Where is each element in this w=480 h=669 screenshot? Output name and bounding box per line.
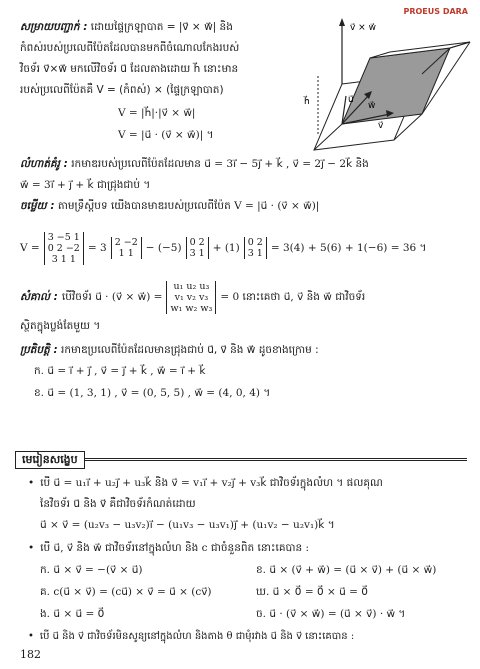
exercise-label: ប្រតិបត្តិ : — [20, 344, 58, 356]
header-brand: PROEUS DARA — [403, 7, 468, 16]
exercise-line: ប្រតិបត្តិ : រកមាឌប្រលេពីប៉ែតដែលមានជ្រុងជាប់ u⃗, v⃗ និង w⃗ ដូចខាងក្រោម : — [20, 344, 319, 356]
mid-face — [342, 48, 450, 124]
label-vxw: v⃗ × w⃗ — [350, 23, 376, 33]
answer-line — [20, 199, 319, 213]
summary-title: មេរៀនសង្ខេប — [15, 451, 85, 469]
det-uvw: u₁ u₂ u₃ v₁ v₂ v₃ w₁ w₂ w₃ — [166, 281, 216, 314]
label-u: u⃗ — [348, 95, 354, 105]
v-equals: V = — [20, 242, 40, 254]
proof-line-1 — [20, 20, 233, 34]
note-line-2: ស្ថិតក្នុងប្លង់តែមួយ ។ — [20, 320, 101, 332]
summary-section-header — [15, 451, 467, 467]
note-label: សំគាល់ : — [20, 291, 58, 303]
summary-bullet-2: • បើ u⃗, v⃗ និង w⃗ ជាវិចទ័រនៅក្នុងលំហ និង c ជាចំនួនពិត នោះគេបាន : — [28, 541, 309, 555]
page-number: 182 — [20, 648, 41, 661]
cross-product-formula: u⃗ × v⃗ = (u₂v₃ − u₃v₂)i⃗ − (u₁v₃ − u₃v₁)j⃗ + (u₁v₂ − u₂v₁)k⃗ ។ — [40, 519, 335, 531]
det-b: 0 2 3 1 — [186, 237, 209, 259]
label-w: w⃗ — [368, 101, 376, 111]
property-b: ខ. u⃗ × (v⃗ + w⃗) = (u⃗ × v⃗) + (u⃗ × w⃗) — [256, 564, 437, 576]
example-label: លំហាត់គំរូ : — [20, 158, 68, 170]
note-row: សំគាល់ : បើវិចទ័រ u⃗ · (v⃗ × w⃗) = u₁ u₂ u₃ v₁ v₂ v₃ w₁ w₂ w₃ = 0 នោះគេថា u⃗, v⃗ និង w⃗ ជាវិចទ័រ — [20, 280, 366, 314]
answer-text: តាមទ្រឹស្តីបទ យើងបានមាឌរបស់ប្រលេពីប៉ែត V = |u⃗ · (v⃗ × w⃗)| — [54, 200, 320, 212]
det-c: 0 2 3 1 — [244, 237, 267, 259]
example-line-1 — [20, 157, 369, 171]
exercise-a: ក. u⃗ = i⃗ + j⃗ , v⃗ = j⃗ + k⃗ , w⃗ = i⃗ + k⃗ — [34, 365, 206, 377]
property-c: គ. c(u⃗ × v⃗) = (cu⃗) × v⃗ = u⃗ × (cv⃗) — [40, 586, 212, 598]
exercise-b: ខ. u⃗ = (1, 3, 1) , v⃗ = (0, 5, 5) , w⃗ = (4, 0, 4) ។ — [34, 387, 271, 399]
summary-bullet-1-line-2: នៃវិចទ័រ u⃗ និង v⃗ គឺជាវិចទ័រកំណត់ដោយ — [40, 498, 196, 510]
proof-label: សម្រាយបញ្ជាក់ : — [20, 21, 88, 33]
property-d: ឃ. u⃗ × 0⃗ = 0⃗ × u⃗ = 0⃗ — [256, 586, 368, 598]
example-text: រកមាឌរបស់ប្រលេពីប៉ែតដែលមាន u⃗ = 3i⃗ − 5j⃗ + k⃗ , v⃗ = 2j⃗ − 2k⃗ និង — [67, 158, 369, 170]
summary-bullet-1: • បើ u⃗ = u₁i⃗ + u₂j⃗ + u₃k⃗ និង v⃗ = v₁i⃗ + v₂j⃗ + v₃k⃗ ជាវិចទ័រក្នុងលំហ ។ ផលគុណ — [28, 476, 383, 490]
proof-line-3: វិចទ័រ v⃗×w⃗ មកលើវិចទ័រ u⃗ ដែលតាងដោយ h⃗ នោះមាន — [20, 63, 239, 75]
proof-line-2: កំពស់របស់ប្រលេពីប៉ែតដែលបានមកពីចំណោលកែងរបស់ — [20, 42, 240, 54]
answer-label: ចម្លើយ : — [20, 200, 55, 212]
property-f: ច. u⃗ · (v⃗ × w⃗) = (u⃗ × v⃗) · w⃗ ។ — [256, 608, 406, 620]
result: = 3(4) + 5(6) + 1(−6) = 36 ។ — [270, 242, 427, 254]
det-3x3: 3 −5 1 0 2 −2 3 1 1 — [44, 232, 84, 265]
proof-text: ដោយផ្ទៃក្រឡាបាត = |v⃗ × w⃗| និង — [87, 21, 233, 33]
property-a: ក. u⃗ × v⃗ = −(v⃗ × u⃗) — [40, 564, 143, 576]
summary-bullet-3: • បើ u⃗ និង v⃗ ជាវិចទ័រមិនសូន្យនៅក្នុងលំហ និងតាង θ ជាមុំរវាង u⃗ និង v⃗ នោះគេបាន : — [28, 630, 354, 644]
label-h: h⃗ — [304, 97, 310, 107]
formula-1: V = |h⃗|·|v⃗ × w⃗| — [118, 107, 196, 119]
property-e: ង. u⃗ × u⃗ = 0⃗ — [40, 608, 105, 620]
parallelepiped-figure — [302, 16, 472, 156]
determinant-row: V = 3 −5 1 0 2 −2 3 1 1 = 3 2 −2 1 1 − (−5) 0 2 3 1 + (1) 0 2 3 1 = 3(4) + 5(6) + 1(−6) = 36 ។ — [20, 231, 427, 265]
proof-line-4: របស់ប្រលេពីប៉ែតគឺ V = (កំពស់) × (ផ្ទៃក្រឡាបាត) — [20, 84, 224, 96]
formula-2: V = |u⃗ · (v⃗ × w⃗)| ។ — [118, 129, 214, 141]
example-line-2: w⃗ = 3i⃗ + j⃗ + k⃗ ជាជ្រុងជាប់ ។ — [20, 179, 151, 191]
det-a: 2 −2 1 1 — [111, 237, 142, 259]
label-v: v⃗ — [378, 121, 384, 131]
